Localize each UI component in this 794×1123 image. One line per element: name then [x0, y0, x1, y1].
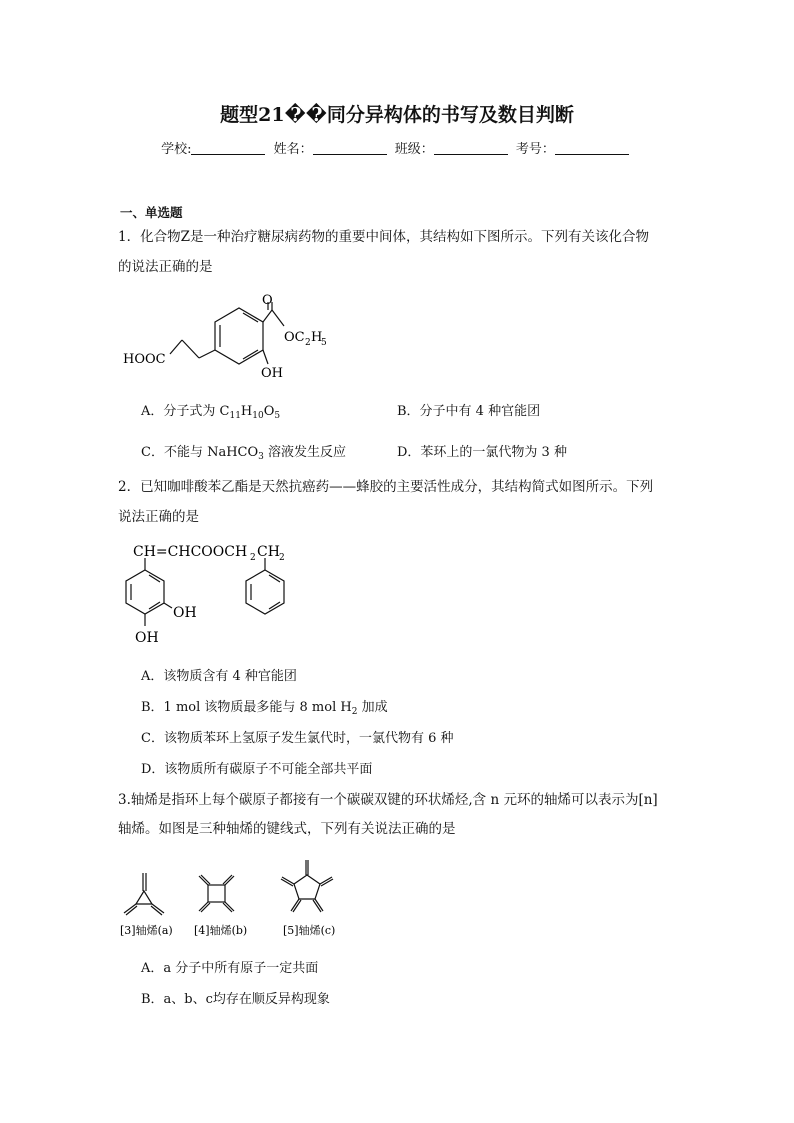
q1-label-OC: OC	[284, 330, 305, 345]
q3-option-a[interactable]: A．a 分子中所有原子一定共面	[141, 961, 319, 976]
q3-stem-line1: 3.轴烯是指环上每个碳原子都接有一个碳碳双键的环状烯烃,含 n 元环的轴烯可以表示为[n]	[118, 792, 658, 808]
q1-stem-line2: 的说法正确的是	[118, 259, 213, 275]
radialene-3-caption: [3]轴烯(a)	[120, 924, 173, 937]
q1-stem-line1: 1．化合物Z是一种治疗糖尿病药物的重要中间体，其结构如下图所示。下列有关该化合物	[118, 229, 649, 245]
q2-option-d[interactable]: D．该物质所有碳原子不可能全部共平面	[141, 762, 373, 777]
page-title: 题型21��同分异构体的书写及数目判断	[220, 104, 574, 126]
radialene-3-structure	[124, 873, 164, 915]
q2-option-a[interactable]: A．该物质含有 4 种官能团	[141, 669, 297, 684]
name-label: 姓名：	[273, 142, 313, 157]
q2-formula: CH=CHCOOCH	[133, 544, 248, 560]
radialene-4-caption: [4]轴烯(b)	[194, 924, 248, 937]
school-label: 学校:	[161, 142, 192, 157]
q1-option-d[interactable]: D．苯环上的一氯代物为 3 种	[397, 445, 567, 460]
q2-label-OH1: OH	[173, 605, 197, 621]
class-label: 班级：	[394, 142, 434, 157]
q2-stem-line2: 说法正确的是	[118, 509, 199, 525]
q2-formula-sub2: 2	[279, 553, 285, 563]
q2-formula-mid: CH	[257, 544, 280, 560]
q1-label-sub5: 5	[321, 338, 327, 348]
exam-no-label: 考号：	[515, 142, 555, 157]
radialene-5-caption: [5]轴烯(c)	[283, 924, 336, 937]
q1-option-c[interactable]: C．不能与 NaHCO$_3$ 溶液发生反应	[141, 445, 347, 462]
q2-label-OH2: OH	[135, 630, 159, 646]
q3-stem-line2: 轴烯。如图是三种轴烯的键线式，下列有关说法正确的是	[118, 821, 456, 837]
q1-label-H: H	[311, 330, 323, 345]
q1-label-HOOC: HOOC	[123, 352, 166, 367]
q1-label-O: O	[262, 293, 273, 308]
section-title: 一、单选题	[120, 205, 183, 220]
q3-option-b[interactable]: B．a、b、c均存在顺反异构现象	[141, 992, 330, 1007]
q2-option-b[interactable]: B．1 mol 该物质最多能与 8 mol $H_2$ 加成	[141, 700, 388, 717]
q2-stem-line1: 2．已知咖啡酸苯乙酯是天然抗癌药——蜂胶的主要活性成分，其结构简式如图所示。下列	[118, 479, 654, 495]
q1-label-sub2: 2	[305, 338, 311, 348]
q1-option-b[interactable]: B．分子中有 4 种官能团	[397, 404, 541, 419]
radialene-4-structure	[199, 875, 234, 912]
q1-option-a[interactable]: A．分子式为 $C_{11}H_{10}O_5$	[141, 404, 281, 421]
radialene-5-structure	[281, 860, 333, 912]
q1-label-OH: OH	[261, 366, 283, 381]
q2-formula-sub1: 2	[250, 553, 256, 563]
q2-option-c[interactable]: C．该物质苯环上氢原子发生氯代时，一氯代物有 6 种	[141, 731, 454, 746]
